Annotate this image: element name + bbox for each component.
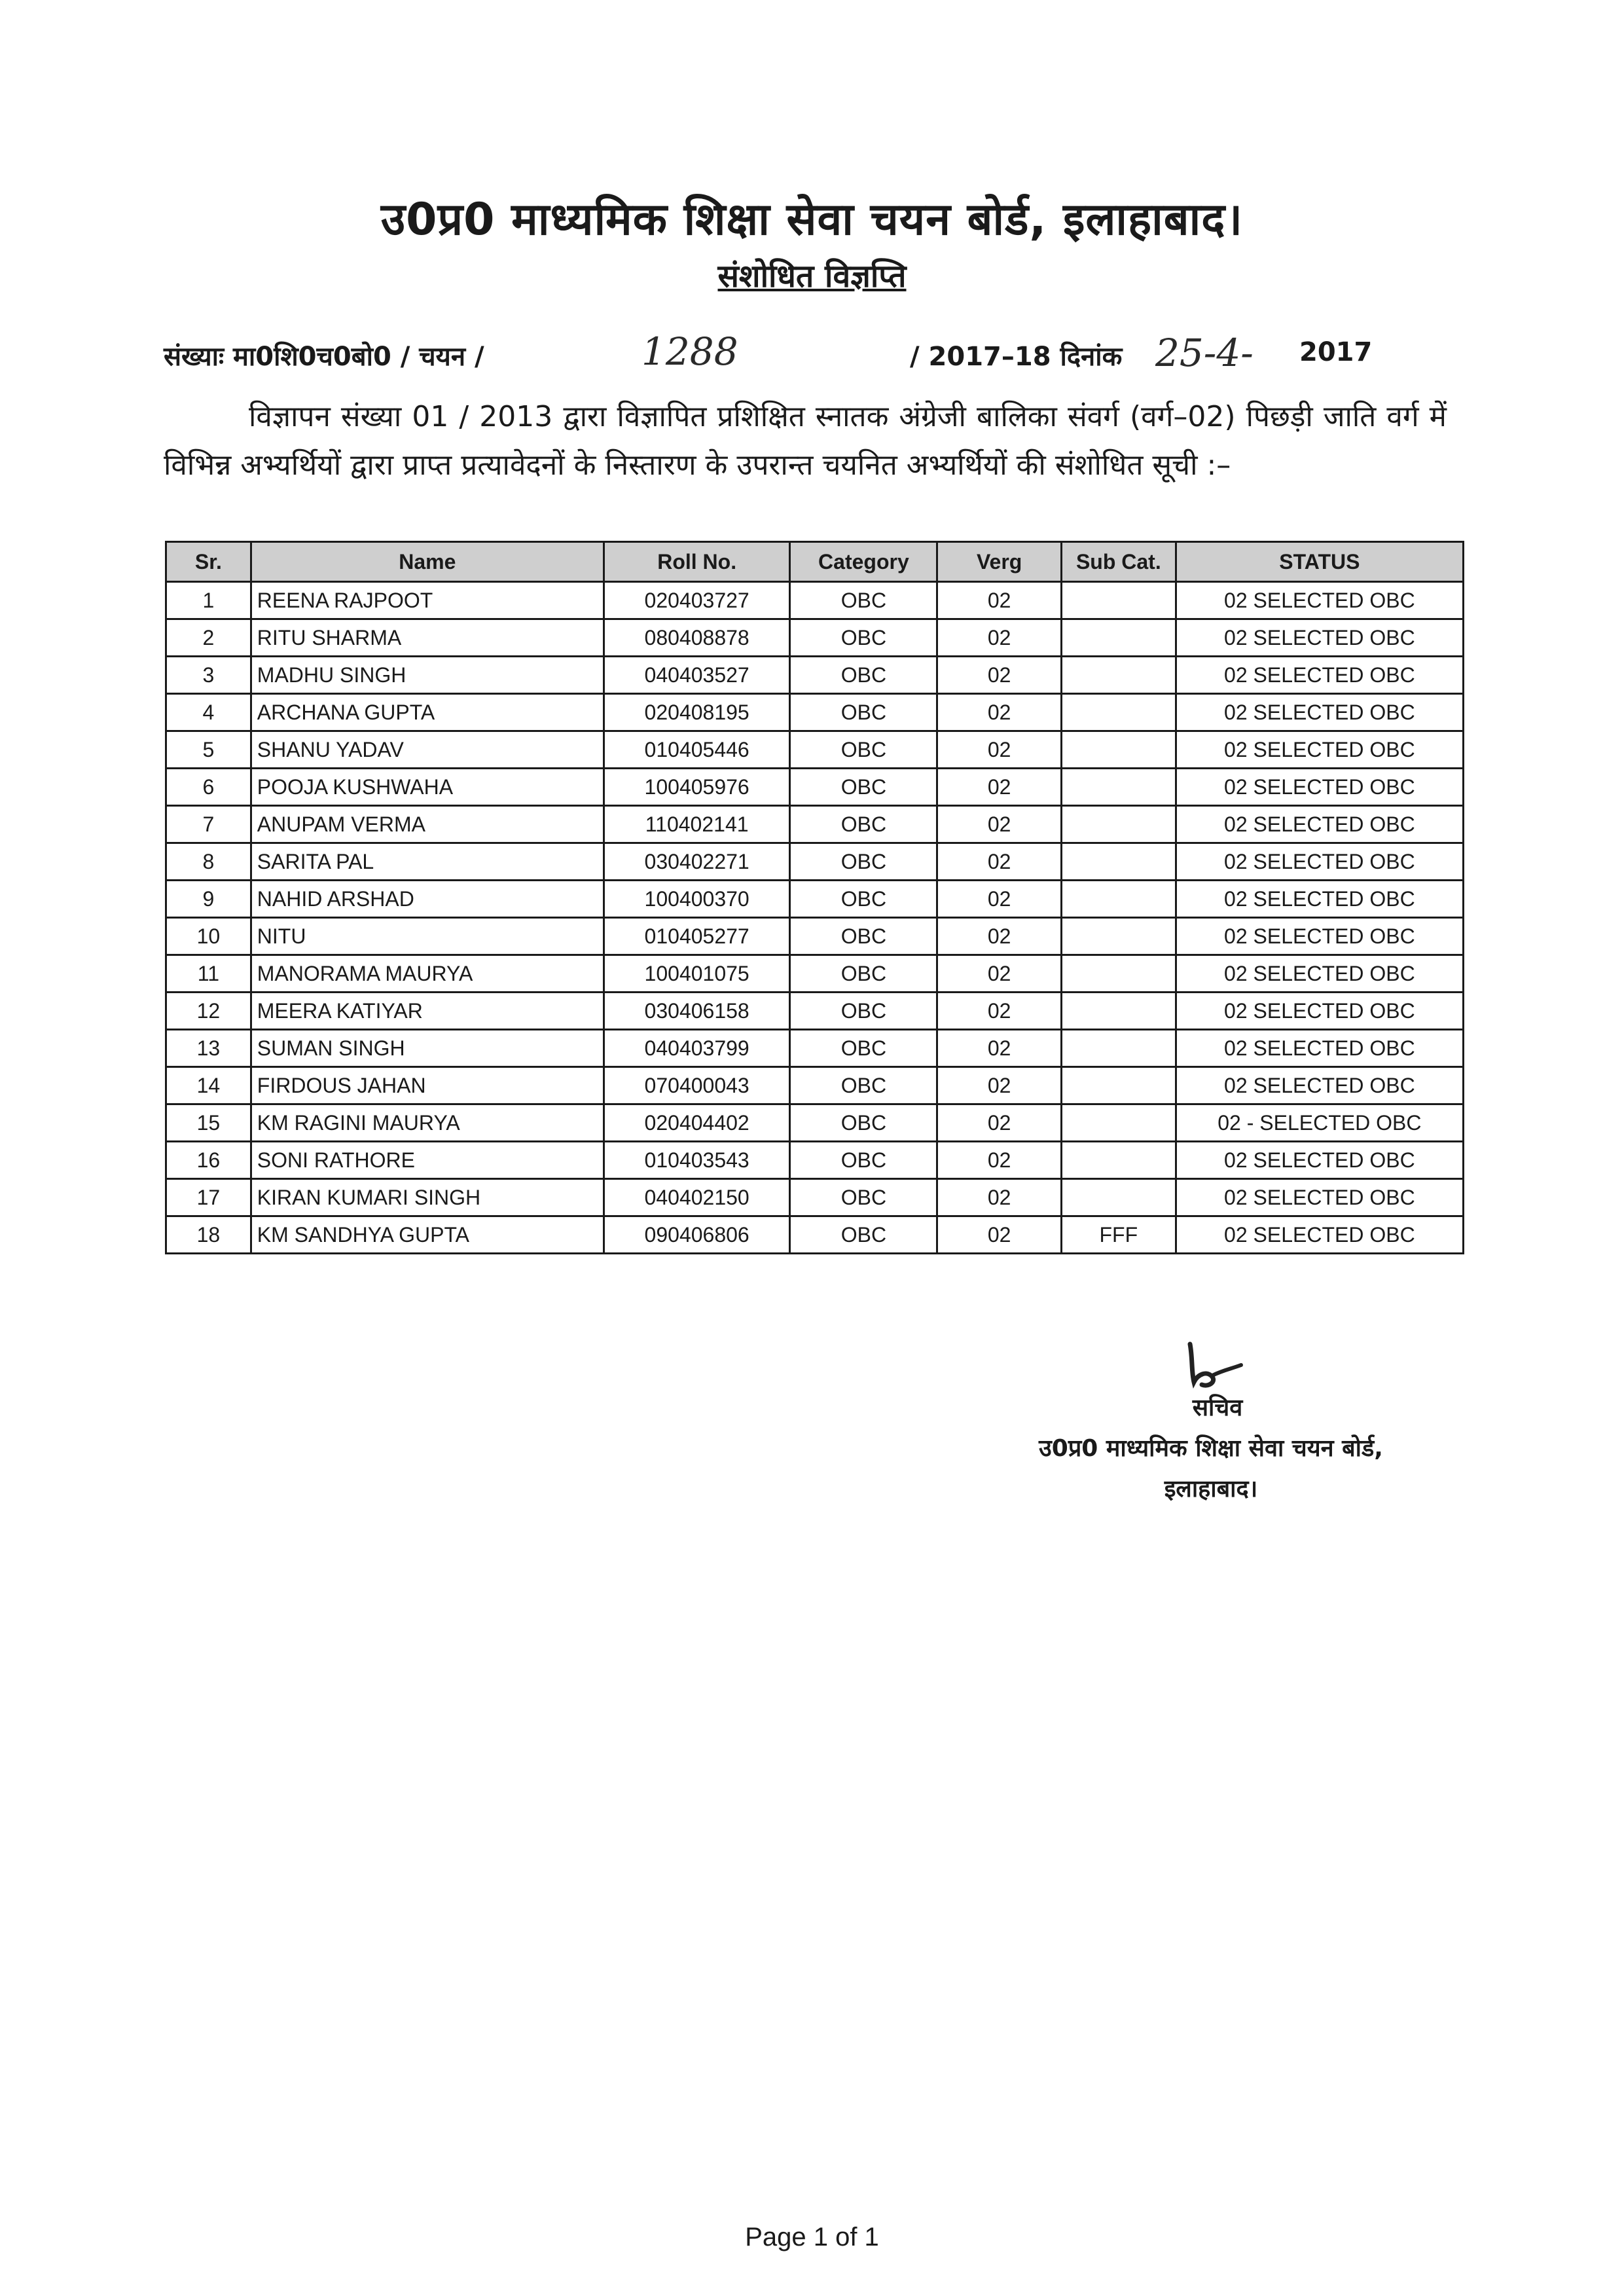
table-row	[166, 806, 1464, 843]
table-row	[166, 769, 1464, 806]
cell-status: 02 SELECTED OBC	[1176, 843, 1463, 881]
header-verg: Verg	[937, 542, 1062, 582]
cell-status: 02 SELECTED OBC	[1176, 955, 1463, 993]
reference-date: 25-4-	[1155, 331, 1254, 375]
cell-sr: 4	[166, 694, 251, 731]
cell-sub-cat	[1061, 1142, 1176, 1179]
intro-paragraph: विज्ञापन संख्या 01 / 2013 द्वारा विज्ञापित प्रशिक्षित स्नातक अंग्रेजी बालिका संवर्ग (वर्ग–02) पिछड़ी जाति वर्ग में विभिन्न अभ्यर्थियों द्वारा प्राप्त प्रत्यावेदनों के निस्तारण के उपरान्त चयनित अभ्यर्थियों की संशोधित सूची :–	[164, 400, 1447, 482]
cell-sr: 12	[166, 993, 251, 1030]
cell-roll-no: 080408878	[604, 619, 790, 657]
cell-verg: 02	[937, 769, 1062, 806]
table-row	[166, 1104, 1464, 1142]
cell-name: REENA RAJPOOT	[251, 582, 604, 619]
cell-verg: 02	[937, 1104, 1062, 1142]
cell-category: OBC	[790, 1067, 937, 1104]
signatory-designation: सचिव	[1192, 1394, 1243, 1421]
cell-name: POOJA KUSHWAHA	[251, 769, 604, 806]
cell-sr: 5	[166, 731, 251, 769]
cell-sub-cat	[1061, 657, 1176, 694]
cell-sub-cat	[1061, 881, 1176, 918]
cell-verg: 02	[937, 918, 1062, 955]
signature-mark	[1178, 1339, 1250, 1391]
cell-status: 02 SELECTED OBC	[1176, 619, 1463, 657]
cell-category: OBC	[790, 582, 937, 619]
cell-sr: 3	[166, 657, 251, 694]
cell-roll-no: 090406806	[604, 1216, 790, 1254]
cell-roll-no: 020403727	[604, 582, 790, 619]
table-row	[166, 619, 1464, 657]
cell-roll-no: 070400043	[604, 1067, 790, 1104]
cell-verg: 02	[937, 731, 1062, 769]
cell-roll-no: 110402141	[604, 806, 790, 843]
header-sub-cat: Sub Cat.	[1061, 542, 1176, 582]
cell-sr: 6	[166, 769, 251, 806]
cell-category: OBC	[790, 1179, 937, 1216]
header-roll-no: Roll No.	[604, 542, 790, 582]
table-row	[166, 1142, 1464, 1179]
table-row	[166, 582, 1464, 619]
cell-sub-cat: FFF	[1061, 1216, 1176, 1254]
cell-category: OBC	[790, 694, 937, 731]
cell-sub-cat	[1061, 1104, 1176, 1142]
table-row	[166, 1179, 1464, 1216]
cell-category: OBC	[790, 806, 937, 843]
cell-verg: 02	[937, 1030, 1062, 1067]
cell-sr: 17	[166, 1179, 251, 1216]
cell-status: 02 SELECTED OBC	[1176, 1179, 1463, 1216]
cell-sr: 11	[166, 955, 251, 993]
cell-name: MEERA KATIYAR	[251, 993, 604, 1030]
cell-sub-cat	[1061, 1179, 1176, 1216]
cell-verg: 02	[937, 1142, 1062, 1179]
reference-suffix: / 2017–18 दिनांक	[910, 342, 1123, 372]
cell-category: OBC	[790, 1030, 937, 1067]
cell-sr: 18	[166, 1216, 251, 1254]
cell-name: NAHID ARSHAD	[251, 881, 604, 918]
cell-sr: 14	[166, 1067, 251, 1104]
cell-name: RITU SHARMA	[251, 619, 604, 657]
cell-sr: 7	[166, 806, 251, 843]
table-header-row	[166, 542, 1464, 582]
cell-sub-cat	[1061, 769, 1176, 806]
cell-status: 02 SELECTED OBC	[1176, 918, 1463, 955]
reference-number: 1288	[641, 329, 738, 374]
header-status: STATUS	[1176, 542, 1463, 582]
page-number: Page 1 of 1	[745, 2223, 879, 2251]
cell-status: 02 SELECTED OBC	[1176, 993, 1463, 1030]
cell-name: KM RAGINI MAURYA	[251, 1104, 604, 1142]
cell-category: OBC	[790, 731, 937, 769]
signatory-office: उ0प्र0 माध्यमिक शिक्षा सेवा चयन बोर्ड,	[1039, 1435, 1383, 1462]
cell-status: 02 SELECTED OBC	[1176, 806, 1463, 843]
cell-name: MANORAMA MAURYA	[251, 955, 604, 993]
cell-name: SONI RATHORE	[251, 1142, 604, 1179]
header-category: Category	[790, 542, 937, 582]
cell-roll-no: 040403799	[604, 1030, 790, 1067]
cell-name: KIRAN KUMARI SINGH	[251, 1179, 604, 1216]
cell-roll-no: 010405446	[604, 731, 790, 769]
reference-year: 2017	[1299, 337, 1373, 367]
cell-sub-cat	[1061, 582, 1176, 619]
cell-roll-no: 020404402	[604, 1104, 790, 1142]
cell-roll-no: 100405976	[604, 769, 790, 806]
cell-category: OBC	[790, 657, 937, 694]
cell-name: SHANU YADAV	[251, 731, 604, 769]
cell-roll-no: 030402271	[604, 843, 790, 881]
cell-name: MADHU SINGH	[251, 657, 604, 694]
cell-name: FIRDOUS JAHAN	[251, 1067, 604, 1104]
cell-name: NITU	[251, 918, 604, 955]
cell-category: OBC	[790, 955, 937, 993]
cell-sub-cat	[1061, 694, 1176, 731]
table-row	[166, 1067, 1464, 1104]
table-row	[166, 1030, 1464, 1067]
cell-verg: 02	[937, 657, 1062, 694]
signatory-city: इलाहाबाद।	[1164, 1476, 1258, 1503]
table-row	[166, 1216, 1464, 1254]
header-sr: Sr.	[166, 542, 251, 582]
cell-category: OBC	[790, 1104, 937, 1142]
cell-sub-cat	[1061, 918, 1176, 955]
cell-sr: 16	[166, 1142, 251, 1179]
cell-verg: 02	[937, 582, 1062, 619]
cell-status: 02 - SELECTED OBC	[1176, 1104, 1463, 1142]
cell-sub-cat	[1061, 1030, 1176, 1067]
cell-sub-cat	[1061, 955, 1176, 993]
notice-subtitle: संशोधित विज्ञप्ति	[717, 258, 907, 295]
cell-status: 02 SELECTED OBC	[1176, 1067, 1463, 1104]
cell-name: ANUPAM VERMA	[251, 806, 604, 843]
cell-category: OBC	[790, 881, 937, 918]
cell-status: 02 SELECTED OBC	[1176, 582, 1463, 619]
cell-sub-cat	[1061, 1067, 1176, 1104]
table-row	[166, 657, 1464, 694]
cell-name: SARITA PAL	[251, 843, 604, 881]
cell-name: ARCHANA GUPTA	[251, 694, 604, 731]
table-row	[166, 881, 1464, 918]
cell-sub-cat	[1061, 843, 1176, 881]
cell-sr: 1	[166, 582, 251, 619]
cell-category: OBC	[790, 1216, 937, 1254]
cell-category: OBC	[790, 843, 937, 881]
cell-category: OBC	[790, 1142, 937, 1179]
cell-category: OBC	[790, 619, 937, 657]
selection-table	[165, 541, 1464, 1254]
table-row	[166, 993, 1464, 1030]
cell-status: 02 SELECTED OBC	[1176, 657, 1463, 694]
cell-sr: 9	[166, 881, 251, 918]
cell-roll-no: 100401075	[604, 955, 790, 993]
cell-status: 02 SELECTED OBC	[1176, 694, 1463, 731]
cell-status: 02 SELECTED OBC	[1176, 1216, 1463, 1254]
cell-verg: 02	[937, 843, 1062, 881]
cell-verg: 02	[937, 694, 1062, 731]
cell-sr: 13	[166, 1030, 251, 1067]
cell-verg: 02	[937, 955, 1062, 993]
cell-roll-no: 010405277	[604, 918, 790, 955]
cell-verg: 02	[937, 619, 1062, 657]
cell-status: 02 SELECTED OBC	[1176, 881, 1463, 918]
cell-name: KM SANDHYA GUPTA	[251, 1216, 604, 1254]
cell-verg: 02	[937, 1216, 1062, 1254]
cell-category: OBC	[790, 769, 937, 806]
cell-sub-cat	[1061, 806, 1176, 843]
cell-sub-cat	[1061, 731, 1176, 769]
reference-line	[164, 329, 1407, 383]
signatory-block	[916, 1388, 1506, 1510]
cell-category: OBC	[790, 993, 937, 1030]
cell-status: 02 SELECTED OBC	[1176, 769, 1463, 806]
cell-roll-no: 100400370	[604, 881, 790, 918]
cell-roll-no: 040402150	[604, 1179, 790, 1216]
cell-category: OBC	[790, 918, 937, 955]
cell-roll-no: 010403543	[604, 1142, 790, 1179]
cell-roll-no: 030406158	[604, 993, 790, 1030]
cell-verg: 02	[937, 881, 1062, 918]
table-row	[166, 955, 1464, 993]
cell-sr: 2	[166, 619, 251, 657]
cell-verg: 02	[937, 993, 1062, 1030]
reference-prefix: संख्याः मा0शि0च0बो0 / चयन /	[164, 342, 484, 372]
cell-sub-cat	[1061, 993, 1176, 1030]
cell-verg: 02	[937, 1179, 1062, 1216]
cell-status: 02 SELECTED OBC	[1176, 1142, 1463, 1179]
cell-roll-no: 020408195	[604, 694, 790, 731]
table-row	[166, 843, 1464, 881]
page-title: उ0प्र0 माध्यमिक शिक्षा सेवा चयन बोर्ड, इलाहाबाद।	[380, 194, 1244, 246]
cell-verg: 02	[937, 806, 1062, 843]
cell-status: 02 SELECTED OBC	[1176, 1030, 1463, 1067]
cell-verg: 02	[937, 1067, 1062, 1104]
header-name: Name	[251, 542, 604, 582]
table-row	[166, 694, 1464, 731]
table-row	[166, 918, 1464, 955]
cell-sub-cat	[1061, 619, 1176, 657]
cell-name: SUMAN SINGH	[251, 1030, 604, 1067]
cell-sr: 10	[166, 918, 251, 955]
cell-roll-no: 040403527	[604, 657, 790, 694]
cell-sr: 8	[166, 843, 251, 881]
table-row	[166, 731, 1464, 769]
cell-status: 02 SELECTED OBC	[1176, 731, 1463, 769]
cell-sr: 15	[166, 1104, 251, 1142]
